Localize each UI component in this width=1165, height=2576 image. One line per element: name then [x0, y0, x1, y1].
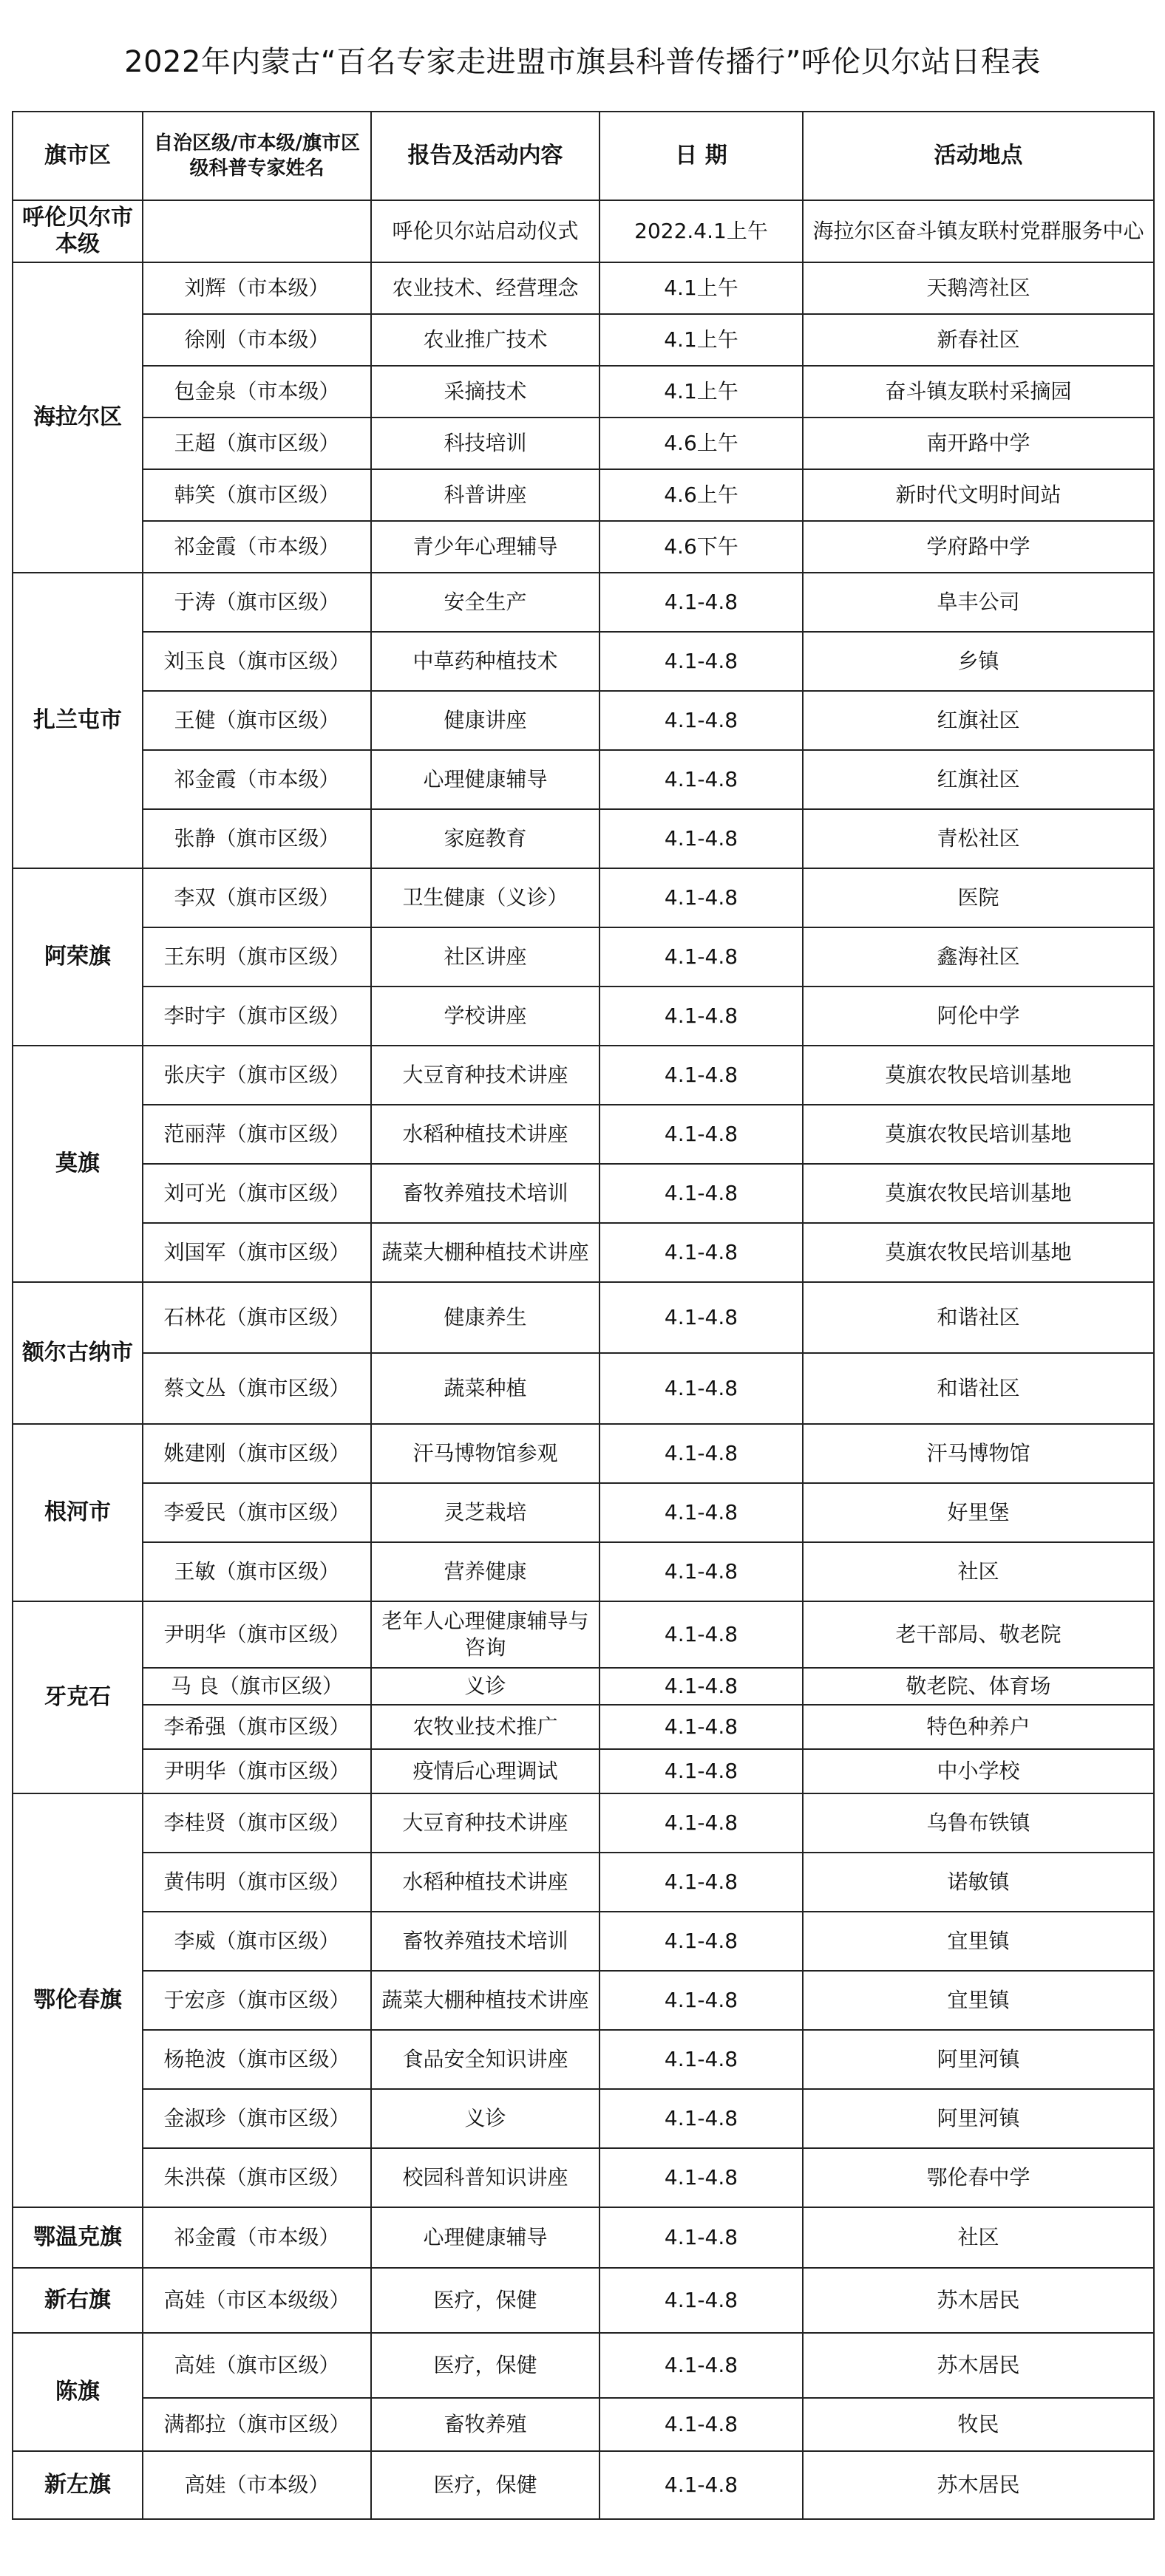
- place-cell: 敬老院、体育场: [803, 1668, 1154, 1705]
- expert-cell: 朱洪葆（旗市区级）: [143, 2148, 371, 2207]
- table-row: [13, 2148, 1154, 2207]
- place-cell: 乌鲁布铁镇: [803, 1793, 1154, 1853]
- expert-cell: 徐刚（市本级）: [143, 314, 371, 366]
- date-cell: 4.1上午: [600, 314, 803, 366]
- date-cell: 4.1-4.8: [600, 632, 803, 691]
- date-cell: 4.1-4.8: [600, 1601, 803, 1668]
- place-cell: 红旗社区: [803, 750, 1154, 809]
- header-row: [13, 112, 1154, 200]
- place-cell: 社区: [803, 1542, 1154, 1601]
- content-cell: 大豆育种技术讲座: [371, 1793, 600, 1853]
- table-row: [13, 1749, 1154, 1793]
- expert-cell: 金淑珍（旗市区级）: [143, 2089, 371, 2148]
- place-cell: 莫旗农牧民培训基地: [803, 1046, 1154, 1105]
- expert-cell: 李桂贤（旗市区级）: [143, 1793, 371, 1853]
- expert-cell: 刘国军（旗市区级）: [143, 1223, 371, 1282]
- table-row: [13, 2268, 1154, 2333]
- content-cell: 疫情后心理调试: [371, 1749, 600, 1793]
- date-cell: 4.1-4.8: [600, 1164, 803, 1223]
- content-cell: 医疗，保健: [371, 2333, 600, 2398]
- header-region: 旗市区: [13, 112, 143, 200]
- expert-cell: [143, 200, 371, 262]
- place-cell: 苏木居民: [803, 2333, 1154, 2398]
- place-cell: 苏木居民: [803, 2451, 1154, 2519]
- expert-cell: 李威（旗市区级）: [143, 1912, 371, 1971]
- table-row: [13, 1046, 1154, 1105]
- region-cell: 根河市: [13, 1424, 143, 1601]
- content-cell: 心理健康辅导: [371, 2207, 600, 2268]
- content-cell: 中草药种植技术: [371, 632, 600, 691]
- content-cell: 畜牧养殖: [371, 2398, 600, 2451]
- table-row: [13, 987, 1154, 1046]
- table-row: [13, 521, 1154, 573]
- place-cell: 宜里镇: [803, 1912, 1154, 1971]
- date-cell: 4.1-4.8: [600, 927, 803, 987]
- date-cell: 4.1-4.8: [600, 2148, 803, 2207]
- place-cell: 乡镇: [803, 632, 1154, 691]
- region-cell: 莫旗: [13, 1046, 143, 1282]
- date-cell: 4.1-4.8: [600, 1353, 803, 1424]
- region-cell: 牙克石: [13, 1601, 143, 1793]
- date-cell: 4.1-4.8: [600, 1793, 803, 1853]
- expert-cell: 杨艳波（旗市区级）: [143, 2030, 371, 2089]
- table-row: [13, 1223, 1154, 1282]
- table-row: [13, 1705, 1154, 1749]
- table-row: [13, 1793, 1154, 1853]
- content-cell: 健康讲座: [371, 691, 600, 750]
- place-cell: 海拉尔区奋斗镇友联村党群服务中心: [803, 200, 1154, 262]
- expert-cell: 张庆宇（旗市区级）: [143, 1046, 371, 1105]
- content-cell: 农业技术、经营理念: [371, 262, 600, 314]
- place-cell: 中小学校: [803, 1749, 1154, 1793]
- expert-cell: 于宏彦（旗市区级）: [143, 1971, 371, 2030]
- expert-cell: 黄伟明（旗市区级）: [143, 1853, 371, 1912]
- date-cell: 2022.4.1上午: [600, 200, 803, 262]
- place-cell: 阿里河镇: [803, 2030, 1154, 2089]
- place-cell: 好里堡: [803, 1483, 1154, 1542]
- table-row: [13, 2333, 1154, 2398]
- content-cell: 大豆育种技术讲座: [371, 1046, 600, 1105]
- table-row: [13, 1853, 1154, 1912]
- table-row: [13, 1601, 1154, 1668]
- expert-cell: 王敏（旗市区级）: [143, 1542, 371, 1601]
- place-cell: 新时代文明时间站: [803, 469, 1154, 521]
- expert-cell: 祁金霞（市本级）: [143, 750, 371, 809]
- expert-cell: 刘辉（市本级）: [143, 262, 371, 314]
- schedule-table-wrapper: [12, 111, 1153, 2520]
- content-cell: 医疗，保健: [371, 2268, 600, 2333]
- table-row: [13, 1424, 1154, 1483]
- table-row: [13, 469, 1154, 521]
- place-cell: 南开路中学: [803, 418, 1154, 469]
- schedule-body: [13, 200, 1154, 2519]
- place-cell: 阿里河镇: [803, 2089, 1154, 2148]
- place-cell: 鑫海社区: [803, 927, 1154, 987]
- date-cell: 4.1-4.8: [600, 2333, 803, 2398]
- content-cell: 学校讲座: [371, 987, 600, 1046]
- region-cell: 额尔古纳市: [13, 1282, 143, 1424]
- date-cell: 4.1上午: [600, 262, 803, 314]
- date-cell: 4.1-4.8: [600, 750, 803, 809]
- table-row: [13, 200, 1154, 262]
- date-cell: 4.6上午: [600, 469, 803, 521]
- date-cell: 4.1-4.8: [600, 1705, 803, 1749]
- header-expert: 自治区级/市本级/旗市区级科普专家姓名: [143, 112, 371, 200]
- date-cell: 4.1-4.8: [600, 987, 803, 1046]
- date-cell: 4.1-4.8: [600, 573, 803, 632]
- expert-cell: 高娃（市区本级级）: [143, 2268, 371, 2333]
- place-cell: 和谐社区: [803, 1282, 1154, 1353]
- date-cell: 4.1-4.8: [600, 2207, 803, 2268]
- table-row: [13, 2207, 1154, 2268]
- content-cell: 畜牧养殖技术培训: [371, 1912, 600, 1971]
- expert-cell: 满都拉（旗市区级）: [143, 2398, 371, 2451]
- expert-cell: 于涛（旗市区级）: [143, 573, 371, 632]
- place-cell: 社区: [803, 2207, 1154, 2268]
- expert-cell: 刘可光（旗市区级）: [143, 1164, 371, 1223]
- date-cell: 4.1-4.8: [600, 1105, 803, 1164]
- place-cell: 莫旗农牧民培训基地: [803, 1164, 1154, 1223]
- expert-cell: 尹明华（旗市区级）: [143, 1749, 371, 1793]
- header-date: 日 期: [600, 112, 803, 200]
- content-cell: 蔬菜大棚种植技术讲座: [371, 1971, 600, 2030]
- region-cell: 阿荣旗: [13, 868, 143, 1046]
- region-cell: 海拉尔区: [13, 262, 143, 573]
- date-cell: 4.1上午: [600, 366, 803, 418]
- place-cell: 汗马博物馆: [803, 1424, 1154, 1483]
- content-cell: 义诊: [371, 2089, 600, 2148]
- place-cell: 特色种养户: [803, 1705, 1154, 1749]
- content-cell: 青少年心理辅导: [371, 521, 600, 573]
- expert-cell: 姚建刚（旗市区级）: [143, 1424, 371, 1483]
- table-row: [13, 2030, 1154, 2089]
- header-place: 活动地点: [803, 112, 1154, 200]
- date-cell: 4.1-4.8: [600, 1424, 803, 1483]
- content-cell: 心理健康辅导: [371, 750, 600, 809]
- content-cell: 呼伦贝尔站启动仪式: [371, 200, 600, 262]
- header-content: 报告及活动内容: [371, 112, 600, 200]
- expert-cell: 祁金霞（市本级）: [143, 521, 371, 573]
- date-cell: 4.6下午: [600, 521, 803, 573]
- place-cell: 和谐社区: [803, 1353, 1154, 1424]
- date-cell: 4.1-4.8: [600, 1749, 803, 1793]
- page-title: 2022年内蒙古“百名专家走进盟市旗县科普传播行”呼伦贝尔站日程表: [124, 44, 1041, 79]
- place-cell: 苏木居民: [803, 2268, 1154, 2333]
- expert-cell: 李时宇（旗市区级）: [143, 987, 371, 1046]
- content-cell: 蔬菜种植: [371, 1353, 600, 1424]
- region-cell: 新左旗: [13, 2451, 143, 2519]
- region-cell: 扎兰屯市: [13, 573, 143, 868]
- place-cell: 阜丰公司: [803, 573, 1154, 632]
- table-row: [13, 2451, 1154, 2519]
- date-cell: 4.1-4.8: [600, 1971, 803, 2030]
- expert-cell: 韩笑（旗市区级）: [143, 469, 371, 521]
- table-row: [13, 1164, 1154, 1223]
- table-row: [13, 1668, 1154, 1705]
- table-row: [13, 691, 1154, 750]
- content-cell: 社区讲座: [371, 927, 600, 987]
- date-cell: 4.1-4.8: [600, 691, 803, 750]
- expert-cell: 王东明（旗市区级）: [143, 927, 371, 987]
- expert-cell: 李希强（旗市区级）: [143, 1705, 371, 1749]
- table-row: [13, 1912, 1154, 1971]
- date-cell: 4.1-4.8: [600, 1912, 803, 1971]
- date-cell: 4.1-4.8: [600, 1853, 803, 1912]
- table-row: [13, 1542, 1154, 1601]
- table-row: [13, 868, 1154, 927]
- place-cell: 牧民: [803, 2398, 1154, 2451]
- date-cell: 4.1-4.8: [600, 1282, 803, 1353]
- date-cell: 4.1-4.8: [600, 2268, 803, 2333]
- schedule-table: [12, 111, 1155, 2520]
- date-cell: 4.1-4.8: [600, 1223, 803, 1282]
- table-row: [13, 1105, 1154, 1164]
- date-cell: 4.1-4.8: [600, 1668, 803, 1705]
- region-cell: 鄂温克旗: [13, 2207, 143, 2268]
- date-cell: 4.1-4.8: [600, 2030, 803, 2089]
- table-row: [13, 2398, 1154, 2451]
- place-cell: 老干部局、敬老院: [803, 1601, 1154, 1668]
- place-cell: 宜里镇: [803, 1971, 1154, 2030]
- table-row: [13, 1971, 1154, 2030]
- content-cell: 义诊: [371, 1668, 600, 1705]
- content-cell: 营养健康: [371, 1542, 600, 1601]
- place-cell: 天鹅湾社区: [803, 262, 1154, 314]
- content-cell: 科普讲座: [371, 469, 600, 521]
- expert-cell: 王超（旗市区级）: [143, 418, 371, 469]
- expert-cell: 蔡文丛（旗市区级）: [143, 1353, 371, 1424]
- content-cell: 医疗，保健: [371, 2451, 600, 2519]
- expert-cell: 刘玉良（旗市区级）: [143, 632, 371, 691]
- content-cell: 科技培训: [371, 418, 600, 469]
- place-cell: 学府路中学: [803, 521, 1154, 573]
- expert-cell: 王健（旗市区级）: [143, 691, 371, 750]
- date-cell: 4.1-4.8: [600, 1542, 803, 1601]
- content-cell: 水稻种植技术讲座: [371, 1105, 600, 1164]
- region-cell: 呼伦贝尔市本级: [13, 200, 143, 262]
- date-cell: 4.1-4.8: [600, 868, 803, 927]
- content-cell: 安全生产: [371, 573, 600, 632]
- place-cell: 阿伦中学: [803, 987, 1154, 1046]
- content-cell: 采摘技术: [371, 366, 600, 418]
- content-cell: 卫生健康（义诊）: [371, 868, 600, 927]
- expert-cell: 李双（旗市区级）: [143, 868, 371, 927]
- table-row: [13, 927, 1154, 987]
- table-row: [13, 1282, 1154, 1353]
- date-cell: 4.1-4.8: [600, 2398, 803, 2451]
- place-cell: 莫旗农牧民培训基地: [803, 1105, 1154, 1164]
- place-cell: 红旗社区: [803, 691, 1154, 750]
- table-row: [13, 1483, 1154, 1542]
- table-row: [13, 262, 1154, 314]
- content-cell: 畜牧养殖技术培训: [371, 1164, 600, 1223]
- expert-cell: 李爱民（旗市区级）: [143, 1483, 371, 1542]
- content-cell: 灵芝栽培: [371, 1483, 600, 1542]
- expert-cell: 高娃（市本级）: [143, 2451, 371, 2519]
- content-cell: 蔬菜大棚种植技术讲座: [371, 1223, 600, 1282]
- expert-cell: 尹明华（旗市区级）: [143, 1601, 371, 1668]
- place-cell: 莫旗农牧民培训基地: [803, 1223, 1154, 1282]
- content-cell: 家庭教育: [371, 809, 600, 868]
- table-row: [13, 573, 1154, 632]
- content-cell: 汗马博物馆参观: [371, 1424, 600, 1483]
- date-cell: 4.1-4.8: [600, 809, 803, 868]
- table-row: [13, 418, 1154, 469]
- expert-cell: 张静（旗市区级）: [143, 809, 371, 868]
- expert-cell: 高娃（旗市区级）: [143, 2333, 371, 2398]
- place-cell: 鄂伦春中学: [803, 2148, 1154, 2207]
- content-cell: 老年人心理健康辅导与咨询: [371, 1601, 600, 1668]
- date-cell: 4.1-4.8: [600, 2451, 803, 2519]
- table-row: [13, 314, 1154, 366]
- expert-cell: 祁金霞（市本级）: [143, 2207, 371, 2268]
- content-cell: 健康养生: [371, 1282, 600, 1353]
- place-cell: 医院: [803, 868, 1154, 927]
- content-cell: 农业推广技术: [371, 314, 600, 366]
- place-cell: 青松社区: [803, 809, 1154, 868]
- table-row: [13, 366, 1154, 418]
- table-row: [13, 632, 1154, 691]
- table-row: [13, 809, 1154, 868]
- table-row: [13, 2089, 1154, 2148]
- table-row: [13, 1353, 1154, 1424]
- region-cell: 鄂伦春旗: [13, 1793, 143, 2207]
- region-cell: 陈旗: [13, 2333, 143, 2451]
- content-cell: 农牧业技术推广: [371, 1705, 600, 1749]
- content-cell: 水稻种植技术讲座: [371, 1853, 600, 1912]
- table-row: [13, 750, 1154, 809]
- expert-cell: 包金泉（市本级）: [143, 366, 371, 418]
- place-cell: 诺敏镇: [803, 1853, 1154, 1912]
- place-cell: 新春社区: [803, 314, 1154, 366]
- expert-cell: 马 良（旗市区级）: [143, 1668, 371, 1705]
- content-cell: 食品安全知识讲座: [371, 2030, 600, 2089]
- date-cell: 4.1-4.8: [600, 2089, 803, 2148]
- date-cell: 4.6上午: [600, 418, 803, 469]
- expert-cell: 石林花（旗市区级）: [143, 1282, 371, 1353]
- region-cell: 新右旗: [13, 2268, 143, 2333]
- date-cell: 4.1-4.8: [600, 1483, 803, 1542]
- content-cell: 校园科普知识讲座: [371, 2148, 600, 2207]
- expert-cell: 范丽萍（旗市区级）: [143, 1105, 371, 1164]
- place-cell: 奋斗镇友联村采摘园: [803, 366, 1154, 418]
- date-cell: 4.1-4.8: [600, 1046, 803, 1105]
